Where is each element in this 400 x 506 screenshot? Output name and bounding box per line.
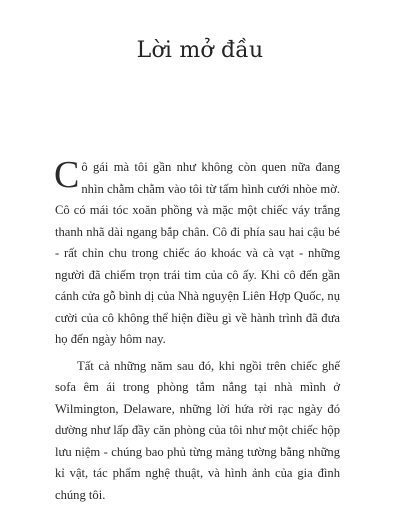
paragraph-2: Tất cả những năm sau đó, khi ngồi trên chiếc ghế sofa êm ái trong phòng tắm nắng tại nhà mình ở Wilmington, Delaware, những lời hứa rời rạc ngày đó dường như lấp đầy căn phòng của tôi như một chiếc hộp lưu niệm - chúng bao phủ từng mảng tường bằng những kỉ vật, tác phẩm nghệ thuật, và hình ảnh của gia đình chúng tôi. [55, 356, 340, 506]
paragraph-1-text: ô gái mà tôi gần như không còn quen nữa đang nhìn chằm chằm vào tôi từ tấm hình cưới nhòe mờ. Cô có mái tóc xoăn phồng và mặc một chiếc váy trắng thanh nhã dài ngang bắp chân. Cô đi phía sau hai cậu bé - rất chỉn chu trong chiếc áo khoác và cà vạt - những người đã chiếm trọn trái tim của cô ấy. Khi cô đến gần cánh cửa gỗ bình dị của Nhà nguyện Liên Hợp Quốc, nụ cười của cô không thể hiện điều gì về hành trình đã đưa họ đến ngày hôm nay. [55, 160, 340, 346]
chapter-title: Lời mở đầu [0, 38, 400, 63]
chapter-body [55, 157, 340, 506]
drop-cap: C [54, 157, 81, 190]
paragraph-1 [55, 157, 340, 351]
